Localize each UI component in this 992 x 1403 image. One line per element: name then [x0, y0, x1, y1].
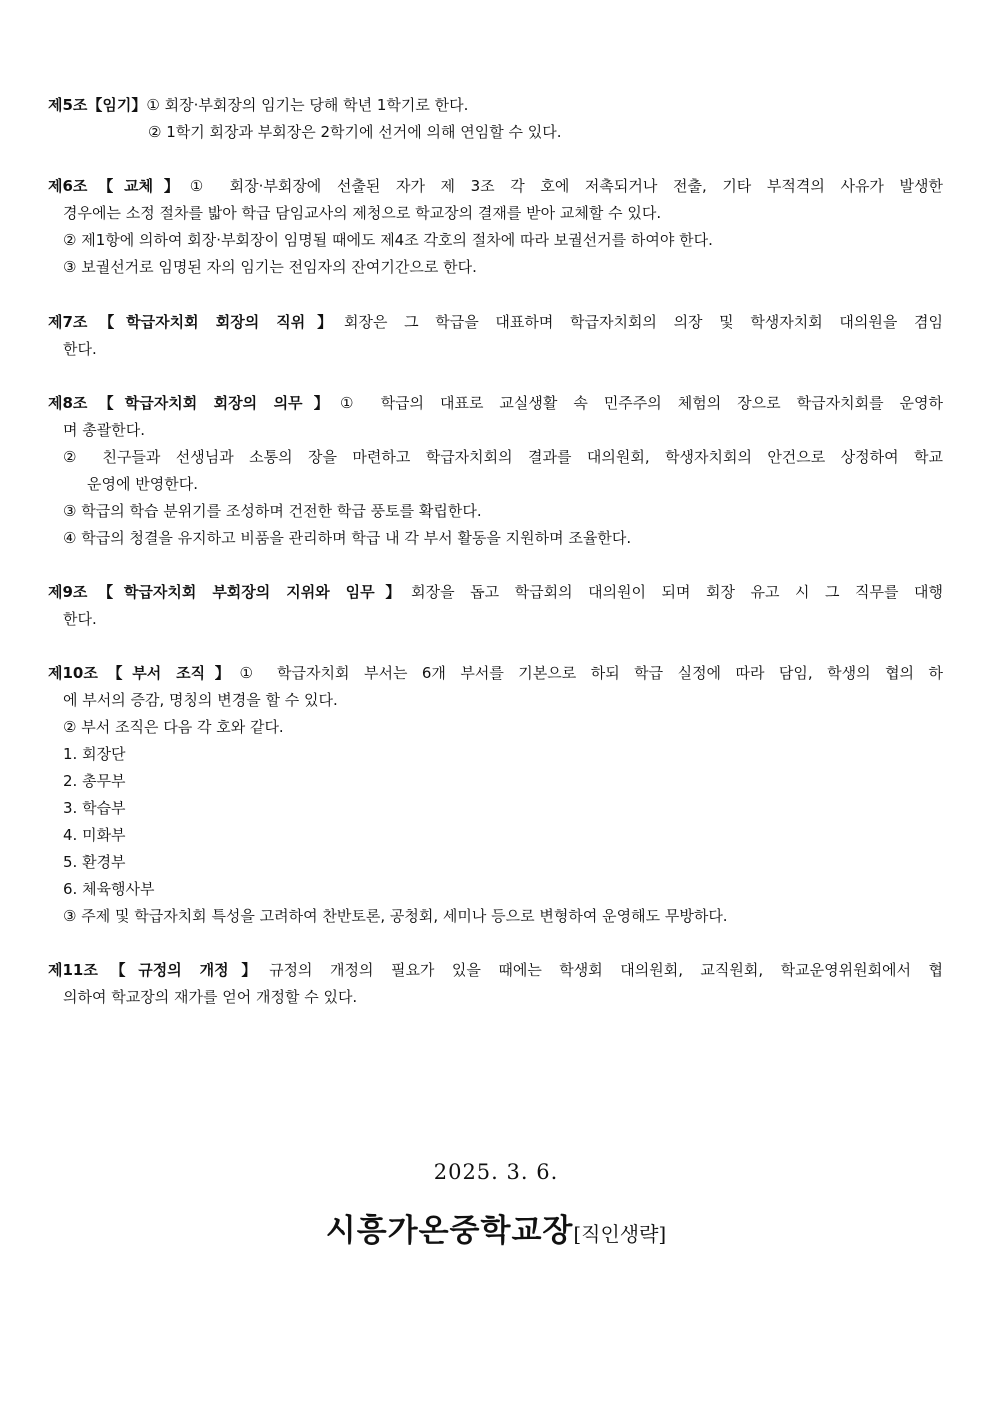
article-5-heading: 제5조【임기】 [48, 96, 147, 114]
document-date: 2025. 3. 6. [433, 1160, 559, 1184]
article-10-heading: 제10조【부서 조직】 [48, 664, 240, 682]
article-8-clause-4: ④ 학급의 청결을 유지하고 비품을 관리하며 학급 내 각 부서 활동을 지원하며 조율한다. [63, 529, 632, 547]
article-6-clause-2: ② 제1항에 의하여 회장·부회장이 임명될 때에도 제4조 각호의 절차에 따라 보궐선거를 하여야 한다. [63, 231, 713, 249]
department-item: 5. 환경부 [63, 853, 126, 871]
article-6-line-1 [48, 176, 943, 196]
article-5-clause-2: ② 1학기 회장과 부회장은 2학기에 선거에 의해 연임할 수 있다. [148, 123, 562, 141]
article-9-line-1 [48, 582, 943, 602]
seal-omitted-note: [직인생략] [573, 1222, 667, 1246]
article-11-heading: 제11조【규정의 개정】 [48, 961, 270, 979]
article-8-clause-2: ② 친구들과 선생님과 소통의 장을 마련하고 학급자치회의 결과를 대의원회, 학생자치회의 안건으로 상정하여 학교 [63, 448, 943, 466]
article-8-clause-2-cont: 운영에 반영한다. [87, 475, 198, 493]
department-item: 2. 총무부 [63, 772, 126, 790]
signature-block [0, 1205, 992, 1250]
article-8-clause-3: ③ 학급의 학습 분위기를 조성하며 건전한 학급 풍토를 확립한다. [63, 502, 482, 520]
article-8-heading: 제8조【학급자치회 회장의 의무】 [48, 394, 340, 412]
article-10-clause-1: ① 학급자치회 부서는 6개 부서를 기본으로 하되 학급 실정에 따라 담임, 학생의 협의 하 [239, 664, 943, 682]
article-7-heading: 제7조【학급자치회 회장의 직위】 [48, 313, 345, 331]
article-10-clause-3: ③ 주제 및 학급자치회 특성을 고려하여 찬반토론, 공청회, 세미나 등으로 변형하여 운영해도 무방하다. [63, 907, 728, 925]
department-item: 1. 회장단 [63, 745, 126, 763]
department-item: 3. 학습부 [63, 799, 126, 817]
article-7-text: 회장은 그 학급을 대표하며 학급자치회의 의장 및 학생자치회 대의원을 겸임 [344, 313, 943, 331]
article-11-text: 규정의 개정의 필요가 있을 때에는 학생회 대의원회, 교직원회, 학교운영위원회에서 협 [269, 961, 943, 979]
department-item: 4. 미화부 [63, 826, 126, 844]
department-item: 6. 체육행사부 [63, 880, 155, 898]
article-9-text-cont: 한다. [63, 610, 97, 628]
article-6-heading: 제6조【교체】 [48, 177, 190, 195]
article-5-clause-1: ① 회장·부회장의 임기는 당해 학년 1학기로 한다. [146, 96, 469, 114]
article-7-text-cont: 한다. [63, 340, 97, 358]
article-10-line-1 [48, 663, 943, 683]
article-10-clause-2: ② 부서 조직은 다음 각 호와 같다. [63, 718, 284, 736]
signer-name: 시흥가온중학교장 [325, 1213, 574, 1249]
article-8-clause-1: ① 학급의 대표로 교실생활 속 민주주의 체험의 장으로 학급자치회를 운영하 [339, 394, 943, 412]
article-5-line-1 [48, 95, 468, 115]
article-7-line-1 [48, 312, 943, 332]
article-6-clause-1-cont: 경우에는 소정 절차를 밟아 학급 담임교사의 제청으로 학교장의 결재를 받아 교체할 수 있다. [63, 204, 662, 222]
article-9-heading: 제9조【학급자치회 부회장의 지위와 임무】 [48, 583, 412, 601]
article-9-text: 회장을 돕고 학급회의 대의원이 되며 회장 유고 시 그 직무를 대행 [411, 583, 943, 601]
article-8-clause-1-cont: 며 총괄한다. [63, 421, 145, 439]
article-8-line-1 [48, 393, 943, 413]
article-6-clause-1: ① 회장·부회장에 선출된 자가 제 3조 각 호에 저촉되거나 전출, 기타 부적격의 사유가 발생한 [189, 177, 943, 195]
article-6-clause-3: ③ 보궐선거로 임명된 자의 임기는 전임자의 잔여기간으로 한다. [63, 258, 477, 276]
article-10-clause-1-cont: 에 부서의 증감, 명칭의 변경을 할 수 있다. [63, 691, 338, 709]
article-11-line-1 [48, 960, 943, 980]
article-11-text-cont: 의하여 학교장의 재가를 얻어 개정할 수 있다. [63, 988, 358, 1006]
